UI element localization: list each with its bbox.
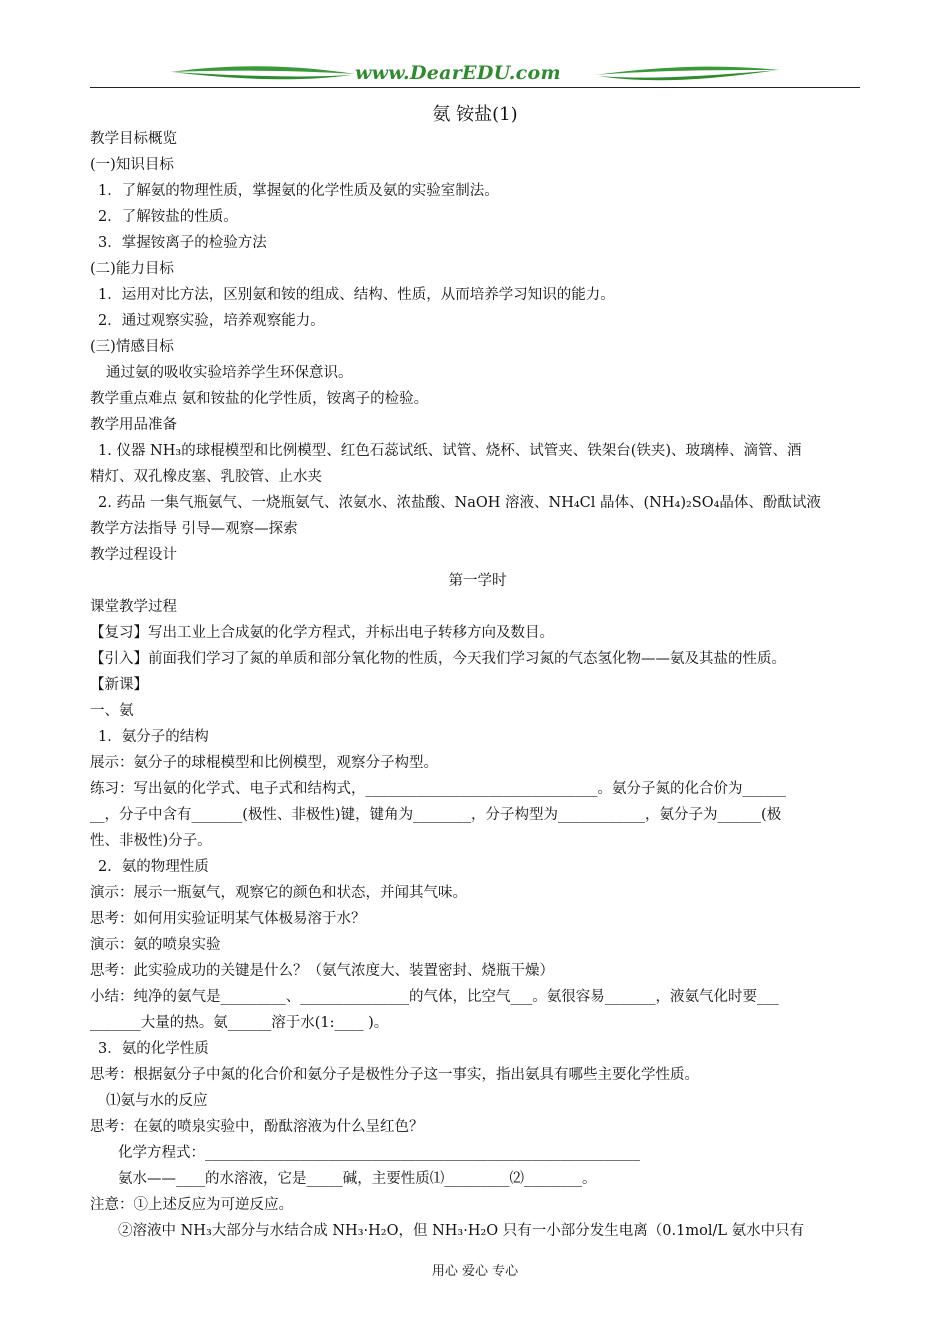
text-line: 1．运用对比方法，区别氨和铵的组成、结构、性质，从而培养学习知识的能力。 (98, 287, 615, 303)
text-line: 教学方法指导 引导—观察—探索 (90, 521, 298, 537)
text-line: 思考：根据氨分子中氮的化合价和氨分子是极性分子这一事实，指出氨具有哪些主要化学性质。 (90, 1067, 699, 1083)
section-heading: 第一学时 (448, 573, 507, 589)
text-line: 1. 仪器 NH₃的球棍模型和比例模型、红色石蕊试纸、试管、烧杯、试管夹、铁架台(铁夹)、玻璃棒、滴管、酒 (98, 443, 802, 459)
document-body (90, 126, 865, 1244)
text-line: 教学重点难点 氨和铵盐的化学性质，铵离子的检验。 (90, 391, 429, 407)
text-line: _______大量的热。氨______溶于水(1:____ )。 (90, 1015, 389, 1031)
text-line: 演示：氨的喷泉实验 (90, 937, 221, 953)
site-logo[interactable]: www.DearEDU.com (355, 62, 561, 84)
text-line: (三)情感目标 (90, 339, 174, 355)
text-line: 【复习】写出工业上合成氨的化学方程式，并标出电子转移方向及数目。 (90, 625, 554, 641)
text-line: 展示：氨分子的球棍模型和比例模型，观察分子构型。 (90, 755, 438, 771)
text-line: 小结：纯净的氨气是_________、_______________的气体，比空气___。氨很容易_______，液氨气化时要___ (90, 989, 779, 1005)
text-line: 【新课】 (90, 677, 148, 693)
text-line: 【引入】前面我们学习了氮的单质和部分氧化物的性质，今天我们学习氮的气态氢化物——氨及其盐的性质。 (90, 651, 786, 667)
text-line: 2. 药品 一集气瓶氨气、一烧瓶氨气、浓氨水、浓盐酸、NaOH 溶液、NH₄Cl 晶体、(NH₄)₂SO₄晶体、酚酞试液 (98, 495, 821, 511)
text-line: 演示：展示一瓶氨气，观察它的颜色和状态，并闻其气味。 (90, 885, 467, 901)
text-line: 通过氨的吸收实验培养学生环保意识。 (106, 365, 353, 381)
text-line: 1．了解氨的物理性质，掌握氨的化学性质及氨的实验室制法。 (98, 183, 499, 199)
text-line: 3．氨的化学性质 (98, 1041, 209, 1057)
text-line: ⑴氨与水的反应 (106, 1093, 208, 1109)
page-title: 氨 铵盐(1) (432, 104, 518, 125)
text-line: 一、氨 (90, 703, 134, 719)
text-line: __，分子中含有_______(极性、非极性)键，键角为________，分子构型为____________，氨分子为______(极 (90, 807, 782, 823)
text-line: 思考：如何用实验证明某气体极易溶于水？ (90, 911, 366, 927)
text-line: 练习：写出氨的化学式、电子式和结构式，________________________________。氨分子氮的化合价为______ (90, 781, 786, 797)
text-line: 化学方程式：____________________________________________________________ (118, 1145, 640, 1161)
text-line: 性、非极性)分子。 (90, 833, 212, 849)
text-line: 思考：此实验成功的关键是什么？（氨气浓度大、装置密封、烧瓶干燥） (90, 963, 554, 979)
text-line: 教学用品准备 (90, 417, 177, 433)
text-line: ②溶液中 NH₃大部分与水结合成 NH₃·H₂O，但 NH₃·H₂O 只有一小部分发生电离（0.1mol/L 氨水中只有 (118, 1223, 805, 1239)
text-line: 课堂教学过程 (90, 599, 177, 615)
text-line: 精灯、双孔橡皮塞、乳胶管、止水夹 (90, 469, 322, 485)
header-divider (90, 87, 860, 88)
text-line: 2．了解铵盐的性质。 (98, 209, 238, 225)
text-line: 教学目标概览 (90, 131, 177, 147)
text-line: 教学过程设计 (90, 547, 177, 563)
text-line: 思考：在氨的喷泉实验中，酚酞溶液为什么呈红色？ (90, 1119, 424, 1135)
text-line: 2．通过观察实验，培养观察能力。 (98, 313, 325, 329)
page-footer: 用心 爱心 专心 (431, 1264, 519, 1279)
text-line: 3．掌握铵离子的检验方法 (98, 235, 267, 251)
text-line: (二)能力目标 (90, 261, 174, 277)
text-line: 1．氨分子的结构 (98, 729, 209, 745)
text-line: (一)知识目标 (90, 157, 174, 173)
text-line: 氨水——____的水溶液，它是_____碱，主要性质⑴_________⑵________。 (118, 1171, 597, 1187)
text-line: 2．氨的物理性质 (98, 859, 209, 875)
text-line: 注意：①上述反应为可逆反应。 (90, 1197, 293, 1213)
